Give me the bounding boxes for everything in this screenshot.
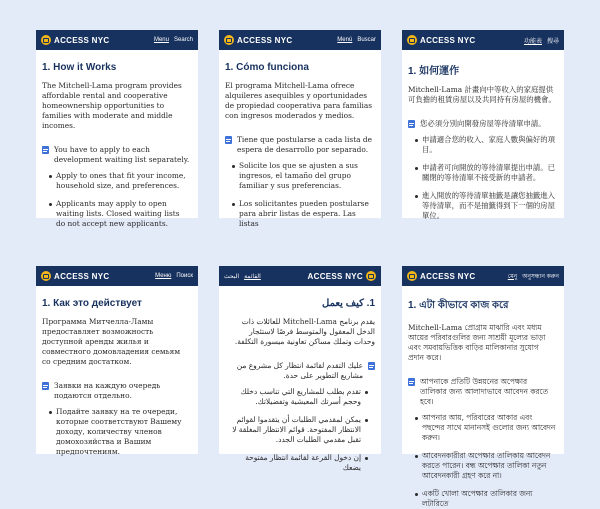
bullet-item: إن دخول القرعة لقائمة انتظار مفتوحة يضعك [227, 453, 361, 473]
bullet-item: Los solicitantes pueden postularse para abrir listas de espera. Las listas [239, 199, 373, 229]
document-icon [42, 382, 49, 390]
access-nyc-logo[interactable] [308, 271, 376, 281]
bullet-item: 申請適合您的收入、家庭人數與偏好的項目。 [422, 135, 556, 154]
callout [227, 361, 375, 381]
logo-icon [407, 271, 417, 281]
menu-link[interactable]: القائمة [244, 273, 261, 280]
access-nyc-logo[interactable] [224, 35, 292, 45]
menu-link[interactable]: 功能表 [523, 38, 542, 45]
header-nav [224, 273, 261, 280]
logo-icon [366, 271, 376, 281]
callout-text: عليك التقدم لقائمة انتظار كل مشروع من مشاريع التطوير على حدة. [236, 361, 363, 380]
site-header [402, 266, 564, 286]
bullet-list [42, 171, 190, 229]
document-icon [408, 120, 415, 128]
page-content [402, 50, 564, 221]
callout [42, 381, 190, 401]
search-link[interactable]: Поиск [176, 273, 193, 279]
header-nav [154, 37, 193, 43]
access-nyc-logo[interactable] [41, 271, 109, 281]
callout [408, 119, 556, 129]
intro-paragraph: Программа Митчелла-Ламы предоставляет возможность доступной аренды жилья и совместного домовладения семьям со средним достатком. [42, 317, 181, 366]
intro-paragraph: Mitchell-Lama প্রোগ্রাম মাঝারি এবং মধ্যম আয়ের পরিবারগুলির জন্য সাশ্রয়ী মূল্যের ভাড়া এবং সমবায়ভিত্তিক বাড়ির মালিকানার সুযোগ প্রদান করে। [408, 323, 546, 362]
callout-text: 您必須分別向開發房屋等待清單申請。 [420, 119, 546, 128]
logo-text: ACCESS NYC [54, 271, 110, 281]
section-title: 1. 如何運作 [408, 66, 460, 77]
phone-screen-zh [402, 30, 564, 218]
site-header [219, 30, 381, 50]
header-nav [524, 36, 559, 45]
logo-icon [407, 35, 417, 45]
site-header [402, 30, 564, 50]
access-nyc-logo[interactable] [41, 35, 109, 45]
bullet-list [225, 161, 373, 229]
menu-link[interactable]: Menu [153, 37, 169, 43]
intro-paragraph: El programa Mitchell-Lama ofrece alquileres asequibles y oportunidades de propiedad cooperativa para familias con ingresos moderados y medios. [225, 81, 373, 120]
bullet-item: تقدم بطلب للمشاريع التي تناسب دخلك وحجم أسرتك المعيشية وتفضيلاتك. [227, 387, 361, 407]
document-icon [42, 146, 49, 154]
menu-link[interactable]: মেনু [507, 273, 518, 280]
section-title: 1. كيف يعمل [322, 298, 375, 309]
page-content [36, 50, 198, 229]
bullet-item: يمكن لمقدمي الطلبات أن يتقدموا لقوائم الانتظار المفتوحة. قوائم الانتظار المغلقة لا تقبل مقدمي الطلبات الجدد. [227, 415, 361, 445]
document-icon [368, 362, 375, 370]
bullet-list [42, 407, 190, 457]
access-nyc-logo[interactable] [407, 35, 475, 45]
bullet-list [227, 387, 375, 473]
header-nav [508, 271, 559, 282]
section-title: 1. How it Works [42, 62, 117, 73]
search-link[interactable]: 搜尋 [546, 38, 559, 45]
logo-icon [224, 35, 234, 45]
site-header [36, 266, 198, 286]
page-content [219, 50, 381, 229]
intro-paragraph: The Mitchell-Lama program provides affordable rental and cooperative homeownership opportunities to families with moderate and middle incomes. [42, 81, 182, 130]
search-link[interactable]: অনুসন্ধান করুন [522, 273, 559, 280]
phone-screen-en [36, 30, 198, 228]
logo-text: ACCESS NYC [54, 35, 110, 45]
page-content [219, 286, 381, 473]
bullet-item: আবেদনকারীরা অপেক্ষার তালিকায় আবেদন করতে পারেন। বন্ধ অপেক্ষার তালিকা নতুন আবেদনকারী গ্রহণ করে না। [422, 451, 556, 481]
logo-text: ACCESS NYC [420, 271, 476, 281]
bullet-item: আপনার আয়, পরিবারের আকার এবং পছন্দের সাথে মানানসই গুলোর জন্য আবেদন করুন। [422, 413, 556, 442]
page-content [36, 286, 198, 457]
bullet-list [408, 413, 556, 509]
header-nav [155, 273, 193, 279]
logo-icon [41, 271, 51, 281]
intro-paragraph: Mitchell-Lama 計畫向中等收入的家庭提供可負擔的租賃房屋以及共同持有房屋的機會。 [408, 85, 556, 104]
search-link[interactable]: Search [173, 37, 193, 43]
phone-screen-es [219, 30, 381, 228]
bullet-item: Подайте заявку на те очереди, которые соответствуют Вашему доходу, количеству членов домохозяйства и Вашим предпочтениям. [56, 407, 190, 457]
callout-text: Заявки на каждую очередь подаются отдельно. [54, 381, 161, 400]
intro-paragraph: يقدم برنامج Mitchell-Lama للعائلات ذات الدخل المعقول والمتوسط فرصًا لاستئجار وحدات وتملك مساكن تعاونية ميسورة التكلفة. [234, 317, 375, 346]
phone-screen-bn [402, 266, 564, 508]
logo-text: ACCESS NYC [307, 271, 363, 281]
callout [225, 135, 373, 155]
bullet-item: Apply to ones that fit your income, household size, and preferences. [56, 171, 190, 191]
document-icon [225, 136, 232, 144]
search-link[interactable]: البحث [224, 273, 240, 280]
callout [408, 377, 556, 407]
phone-screen-ar [219, 266, 381, 472]
menu-link[interactable]: Меню [155, 273, 172, 279]
bullet-item: Applicants may apply to open waiting lists. Closed waiting lists do not accept new applicants. [56, 199, 190, 229]
header-nav [337, 37, 376, 43]
menu-link[interactable]: Menú [337, 37, 353, 43]
page-content [402, 286, 564, 509]
search-link[interactable]: Buscar [357, 37, 376, 43]
callout-text: Tiene que postularse a cada lista de espera de desarrollo por separado. [237, 135, 373, 154]
section-title: 1. Cómo funciona [225, 62, 309, 73]
logo-icon [41, 35, 51, 45]
site-header [219, 266, 381, 286]
section-title: 1. এটা কীভাবে কাজ করে [408, 300, 509, 311]
callout [42, 145, 190, 165]
phone-screen-ru [36, 266, 198, 454]
bullet-item: Solicite los que se ajusten a sus ingresos, el tamaño del grupo familiar y sus preferencias. [239, 161, 373, 191]
bullet-list [408, 135, 556, 221]
document-icon [408, 378, 415, 386]
bullet-item: 進入開放的等待清單抽籤是讓您抽籤進入等待清單，而不是抽籤得到下一個的房屋單位。 [422, 191, 556, 220]
callout-text: আপনাকে প্রতিটি উন্নয়নের অপেক্ষার তালিকার জন্য আলাদাভাবে আবেদন করতে হবে। [420, 377, 549, 406]
bullet-item: 申請者可向開放的等待清單提出申請。已關閉的等待清單不接受新的申請者。 [422, 163, 556, 182]
callout-text: You have to apply to each development waiting list separately. [54, 145, 190, 164]
site-header [36, 30, 198, 50]
access-nyc-logo[interactable] [407, 271, 475, 281]
logo-text: ACCESS NYC [420, 35, 476, 45]
logo-text: ACCESS NYC [237, 35, 293, 45]
section-title: 1. Как это действует [42, 298, 142, 309]
bullet-item: একটি খোলা অপেক্ষার তালিকার জন্য লটারিতে [422, 489, 556, 509]
